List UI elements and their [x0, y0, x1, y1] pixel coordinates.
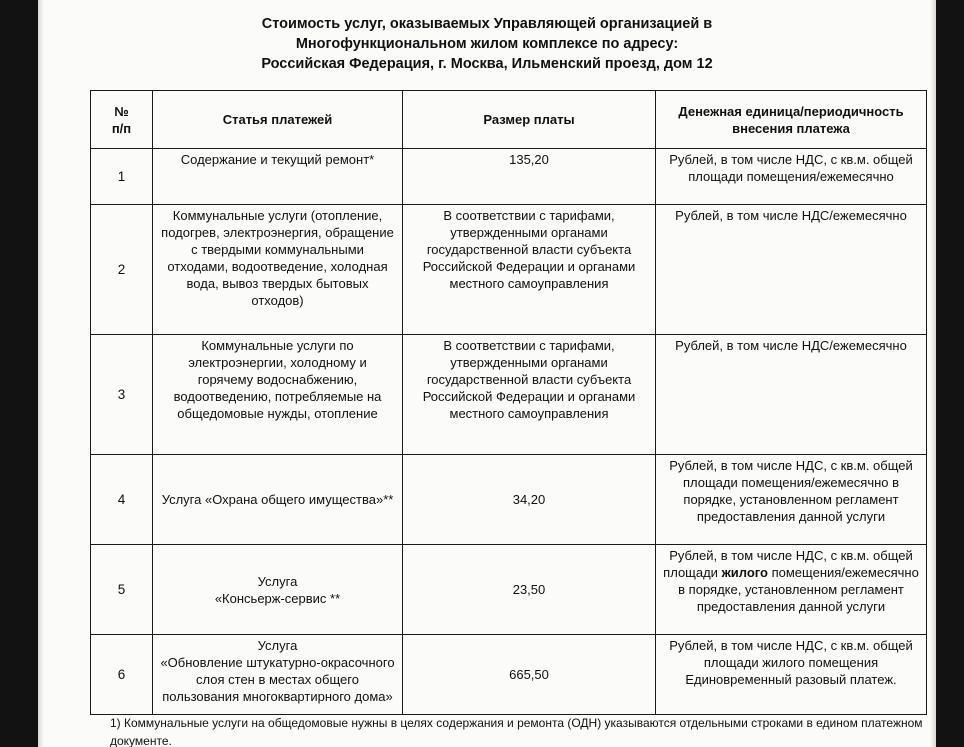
- header-num-line-1: №: [114, 103, 129, 119]
- row-5-amount: 23,50: [403, 545, 656, 635]
- header-item: Статья платежей: [153, 91, 403, 149]
- header-num: [91, 91, 153, 149]
- header-row: [91, 91, 927, 149]
- row-6-amount: 665,50: [403, 635, 656, 715]
- row-3-amount: В соответствии с тарифами, утвержденными органами государственной власти субъекта Российской Федерации и органами местного самоуправления: [403, 335, 656, 455]
- page-edge-left: [38, 0, 44, 747]
- row-3-item: Коммунальные услуги по электроэнергии, холодному и горячему водоснабжению, водоотведению, потребляемые на общедомовые нужды, отопление: [153, 335, 403, 455]
- row-6-item: [153, 635, 403, 715]
- document-title: [38, 14, 936, 74]
- row-1-item: Содержание и текущий ремонт*: [153, 149, 403, 205]
- row-6-num: 6: [91, 635, 153, 715]
- title-line-3: Российская Федерация, г. Москва, Ильменский проезд, дом 12: [261, 56, 713, 72]
- header-unit: Денежная единица/периодичность внесения платежа: [656, 91, 927, 149]
- row-4-unit: Рублей, в том числе НДС, с кв.м. общей площади помещения/ежемесячно в порядке, установленном регламент предоставления данной услуги: [656, 455, 927, 545]
- footnote: 1) Коммунальные услуги на общедомовые нужны в целях содержания и ремонта (ОДН) указываются отдельными строками в едином платежном документе.: [110, 716, 923, 747]
- row-5-unit-before: Рублей, в том числе НДС, с кв.м. общей площади: [663, 548, 913, 580]
- row-6-item-line-2: «Обновление штукатурно-окрасочного слоя стен в местах общего пользования многоквартирного дома»: [160, 655, 395, 704]
- row-4-amount: 34,20: [403, 455, 656, 545]
- row-1-num: 1: [91, 149, 153, 205]
- row-5-unit-after: помещения/ежемесячно в порядке, установленном регламент предоставления данной услуги: [678, 565, 919, 614]
- row-1-amount: 135,20: [403, 149, 656, 205]
- row-1-unit: Рублей, в том числе НДС, с кв.м. общей площади помещения/ежемесячно: [656, 149, 927, 205]
- table-row: [91, 545, 927, 635]
- page-edge-right: [930, 0, 936, 747]
- title-line-2: Многофункциональном жилом комплексе по адресу:: [295, 36, 679, 52]
- header-num-line-2: п/п: [111, 120, 132, 136]
- document-page: [38, 0, 936, 747]
- table-row: [91, 205, 927, 335]
- row-2-unit: Рублей, в том числе НДС/ежемесячно: [656, 205, 927, 335]
- tariff-table: [90, 90, 927, 715]
- title-line-1: Стоимость услуг, оказываемых Управляющей организацией в: [261, 16, 713, 32]
- row-2-amount: В соответствии с тарифами, утвержденными органами государственной власти субъекта Российской Федерации и органами местного самоуправления: [403, 205, 656, 335]
- table-row: [91, 635, 927, 715]
- table-row: [91, 149, 927, 205]
- row-5-unit: [656, 545, 927, 635]
- row-3-num: 3: [91, 335, 153, 455]
- row-5-item-line-1: Услуга: [257, 573, 298, 589]
- row-5-unit-bold: жилого: [721, 565, 768, 580]
- row-2-num: 2: [91, 205, 153, 335]
- table-row: [91, 455, 927, 545]
- table-row: [91, 335, 927, 455]
- header-amount: Размер платы: [403, 91, 656, 149]
- row-4-num: 4: [91, 455, 153, 545]
- row-5-item: [153, 545, 403, 635]
- row-6-unit: Рублей, в том числе НДС, с кв.м. общей площади жилого помещения Единовременный разовый платеж.: [656, 635, 927, 715]
- row-2-item: Коммунальные услуги (отопление, подогрев, электроэнергия, обращение с твердыми коммунальными отходами, водоотведение, холодная вода, вывоз твердых бытовых отходов): [153, 205, 403, 335]
- row-5-item-line-2: «Консьерж-сервис **: [214, 590, 341, 606]
- row-4-item: Услуга «Охрана общего имущества»**: [153, 455, 403, 545]
- row-5-num: 5: [91, 545, 153, 635]
- row-3-unit: Рублей, в том числе НДС/ежемесячно: [656, 335, 927, 455]
- row-6-item-line-1: Услуга: [257, 638, 298, 653]
